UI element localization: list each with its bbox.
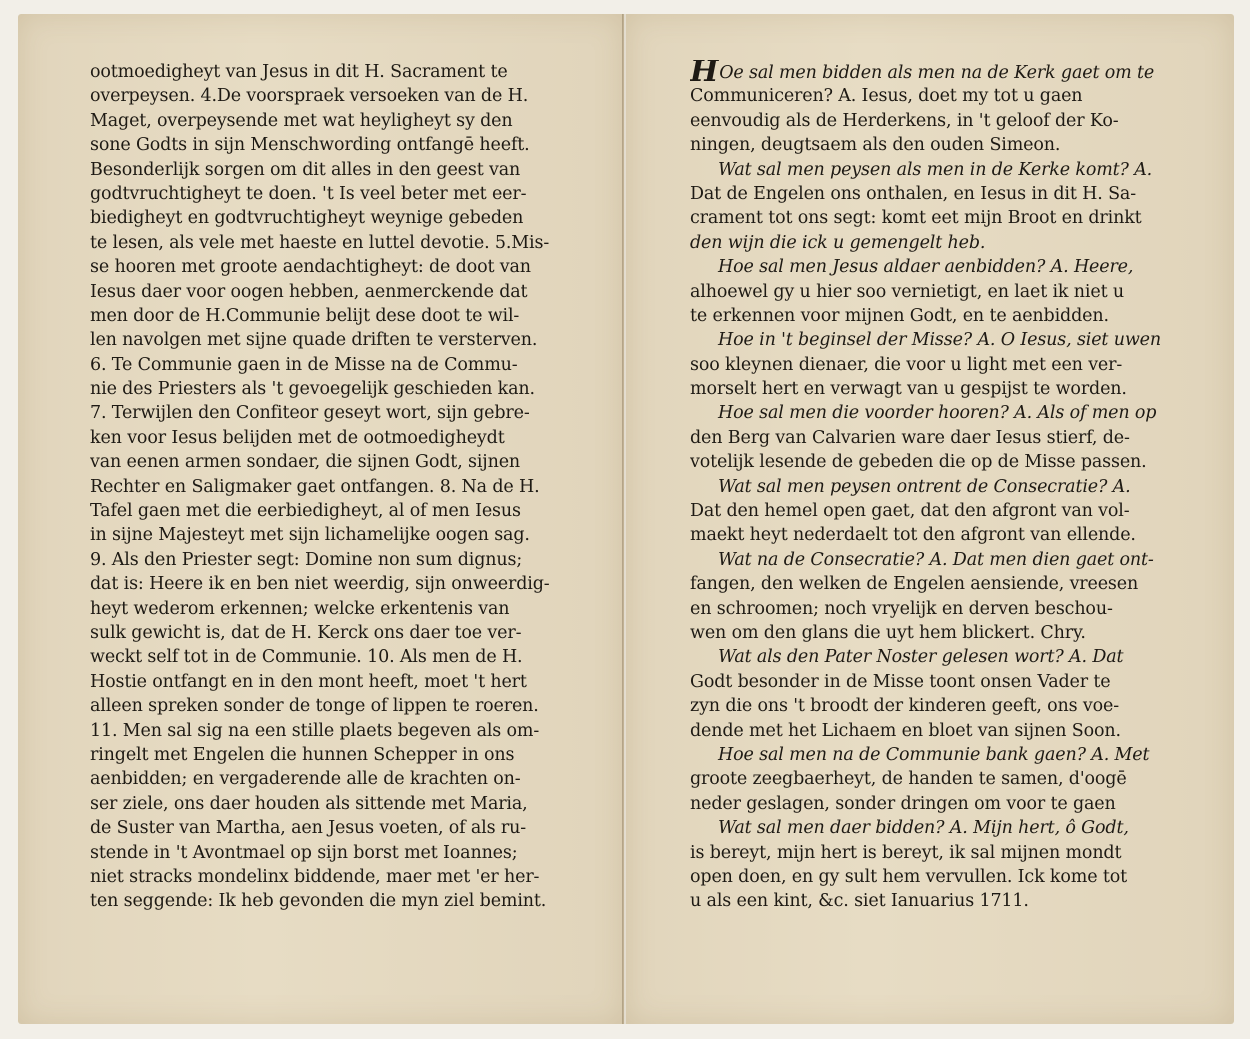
text-line: sone Godts in sijn Menschwording ontfangē heeft. [90,135,530,156]
text-line: se hooren met groote aendachtigheyt: de doot van [90,257,531,278]
text-line: Hostie ontfangt en in den mont heeft, moet 't hert [90,671,527,692]
text-line: aenbidden; en vergaderende alle de krachten on- [90,769,521,790]
text-line: votelijk lesende de gebeden die op de Misse passen. [690,452,1147,473]
text-line: Tafel gaen met die eerbiedigheyt, al of men Iesus [90,501,521,522]
question-line: Hoe in 't beginsel der Misse? A. O Iesus, siet uwen [718,330,1162,351]
question-line: Hoe sal men die voorder hooren? A. Als of men op [718,403,1157,424]
text-line: is bereyt, mijn hert is bereyt, ik sal mijnen mondt [690,842,1122,863]
text-line: de Suster van Martha, aen Jesus voeten, of als ru- [90,818,526,839]
text-line: len navolgen met sijne quade driften te versterven. [90,330,538,351]
text-line: men door de H.Communie belijt dese doot te wil- [90,305,520,326]
left-page [18,14,624,1024]
question-line: Wat na de Consecratie? A. Dat men dien gaet ont- [718,549,1154,570]
question-line: Wat sal men peysen als men in de Kerke komt? A. [718,159,1153,180]
text-line: 6. Te Communie gaen in de Misse na de Commu- [90,354,518,375]
text-line: zyn die ons 't broodt der kinderen geeft, ons voe- [690,696,1120,717]
text-line: biedigheyt en godtvruchtigheyt weynige gebeden [90,208,524,229]
text-line: den wijn die ick u gemengelt heb. [690,232,986,253]
book-spread [18,14,1234,1024]
left-page-text [90,60,590,914]
text-line: Iesus daer voor oogen hebben, aenmerckende dat [90,281,528,302]
text-line [690,60,1202,84]
text-line: godtvruchtigheyt te doen. 't Is veel beter met eer- [90,183,527,204]
text-line: Besonderlijk sorgen om dit alles in den geest van [90,159,521,180]
right-page [626,14,1234,1024]
question-line: Wat als den Pater Noster gelesen wort? A. Dat [718,647,1124,668]
text-line: soo kleynen dienaer, die voor u light met een ver- [690,354,1123,375]
text-line: overpeysen. 4.De voorspraek versoeken van de H. [90,86,529,107]
text-line: eenvoudig als de Herderkens, in 't geloof der Ko- [690,110,1119,131]
text-line: dat is: Heere ik en ben niet weerdig, sijn onweerdig- [90,574,550,595]
text-line: open doen, en gy sult hem vervullen. Ick kome tot [690,866,1127,887]
text-line: Rechter en Saligmaker gaet ontfangen. 8. Na de H. [90,476,540,497]
text-line: den Berg van Calvarien ware daer Iesus stierf, de- [690,427,1130,448]
text-line: sulk gewicht is, dat de H. Kerck ons daer toe ver- [90,622,522,643]
text-line: ser ziele, ons daer houden als sittende met Maria, [90,793,528,814]
text-line: te erkennen voor mijnen Godt, en te aenbidden. [690,305,1109,326]
text-line: ten seggende: Ik heb gevonden die myn ziel bemint. [90,891,547,912]
text-line: Godt besonder in de Misse toont onsen Vader te [690,671,1111,692]
text-line: alhoewel gy u hier soo vernietigt, en laet ik niet u [690,281,1124,302]
text-line: ken voor Iesus belijden met de ootmoedigheydt [90,427,505,448]
text-line: fangen, den welken de Engelen aensiende, vreesen [690,574,1139,595]
text-line: nie des Priesters als 't gevoegelijk geschieden kan. [90,379,535,400]
question-line: Wat sal men peysen ontrent de Consecratie? A. [718,476,1131,497]
text-line: ootmoedigheyt van Jesus in dit H. Sacrament te [90,62,508,82]
text-line: te lesen, als vele met haeste en luttel devotie. 5.Mis- [90,232,550,253]
text-line: wen om den glans die uyt hem blickert. Chry. [690,622,1086,643]
text-line: morselt hert en verwagt van u gespijst te worden. [690,379,1127,400]
drop-cap: H [690,60,719,85]
question-line: Hoe sal men na de Communie bank gaen? A. Met [718,744,1150,765]
text-line: van eenen armen sondaer, die sijnen Godt, sijnen [90,452,521,473]
text-line: Communiceren? A. Iesus, doet my tot u gaen [690,86,1083,107]
text-line: weckt self tot in de Communie. 10. Als men de H. [90,647,523,668]
text-line: 7. Terwijlen den Confiteor geseyt wort, sijn gebre- [90,403,530,424]
text-line: crament tot ons segt: komt eet mijn Broot en drinkt [690,208,1142,229]
text-line: u als een kint, &c. siet Ianuarius 1711. [690,891,1029,912]
text-line: Dat de Engelen ons onthalen, en Iesus in dit H. Sa- [690,183,1136,204]
question-line: Wat sal men daer bidden? A. Mijn hert, ô Godt, [718,818,1129,839]
text-line: stende in 't Avontmael op sijn borst met Ioannes; [90,842,518,863]
text-line: 9. Als den Priester segt: Domine non sum dignus; [90,549,523,570]
text-line: dende met het Lichaem en bloet van sijnen Soon. [690,720,1121,741]
text-line: groote zeegbaerheyt, de handen te samen, d'oogē [690,769,1127,790]
text-line: 11. Men sal sig na een stille plaets begeven als om- [90,720,540,741]
text-line: en schroomen; noch vryelijk en derven beschou- [690,598,1113,619]
question-line: Hoe sal men Jesus aldaer aenbidden? A. Heere, [718,257,1134,278]
text-line: neder geslagen, sonder dringen om voor te gaen [690,793,1116,814]
right-page-text [690,60,1202,914]
text-line: in sijne Majesteyt met sijn lichamelijke oogen sag. [90,525,530,546]
text-line: alleen spreken sonder de tonge of lippen te roeren. [90,696,539,717]
text-line: ningen, deugtsaem als den ouden Simeon. [690,135,1061,156]
text-line: ringelt met Engelen die hunnen Schepper in ons [90,744,515,765]
text-line-body: Oe sal men bidden als men na de Kerk gaet om te [719,63,1155,83]
text-line: Dat den hemel open gaet, dat den afgront van vol- [690,501,1130,522]
text-line: niet stracks mondelinx biddende, maer met 'er her- [90,866,540,887]
text-line: maekt heyt nederdaelt tot den afgront van ellende. [690,525,1136,546]
text-line: heyt wederom erkennen; welcke erkentenis van [90,598,510,619]
text-line: Maget, overpeysende met wat heyligheyt sy den [90,110,513,131]
